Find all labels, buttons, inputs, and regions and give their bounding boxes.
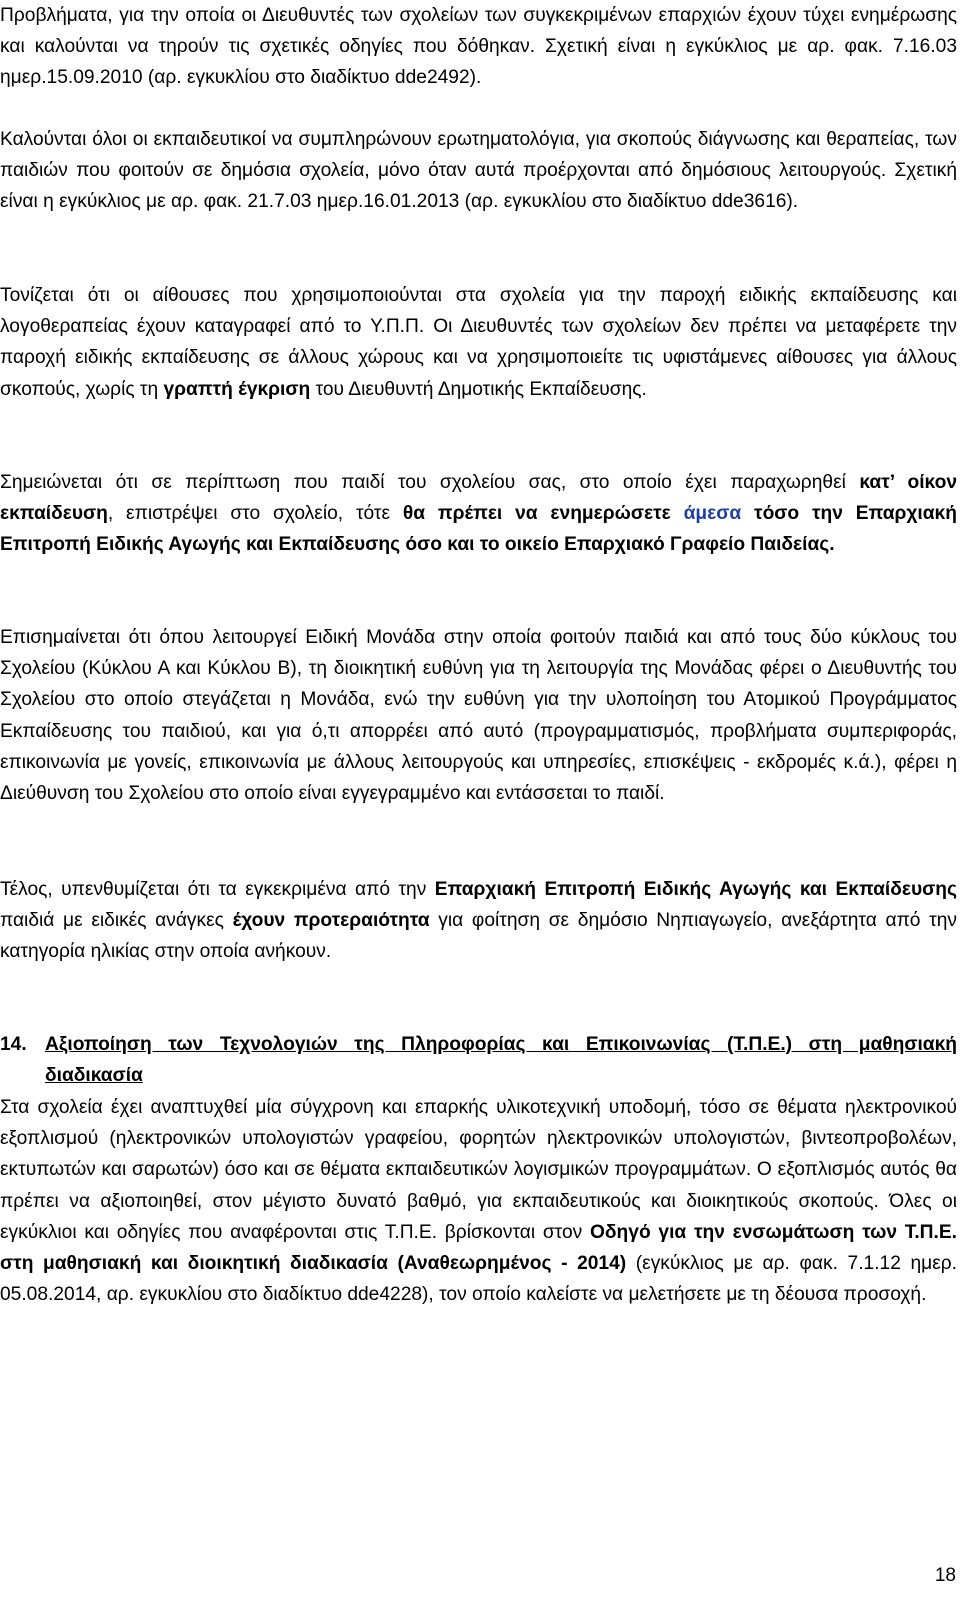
page-number: 18 <box>934 1565 956 1586</box>
paragraph-priority-mid: παιδιά με ειδικές ανάγκες <box>0 910 233 932</box>
paragraph-priority-text: Τέλος, υπενθυμίζεται ότι τα εγκεκριμένα από την <box>0 879 435 900</box>
paragraph-priority <box>0 874 957 968</box>
committee-bold: Επαρχιακή Επιτροπή Ειδικής Αγωγής και Εκπαίδευσης <box>434 879 957 900</box>
paragraph-classrooms-text: Τονίζεται ότι οι αίθουσες που χρησιμοποιούνται στα σχολεία για την παροχή ειδικής εκπαίδευσης και λογοθεραπείας έχουν καταγραφεί από το Υ.Π.Π. Οι Διευθυντές των σχολείων δεν πρέπει να μεταφέρετε την παροχή ειδικής εκπαίδευσης σε άλλους χώρους και να χρησιμοποιείτε τις υφιστάμενες αίθουσες για άλλους σκοπούς, χωρίς τη <box>0 285 957 400</box>
section-14-title: Αξιοποίηση των Τεχνολογιών της Πληροφορίας και Επικοινωνίας (Τ.Π.Ε.) στη μαθησιακή διαδικασία <box>45 1034 957 1087</box>
paragraph-questionnaires-text: Καλούνται όλοι οι εκπαιδευτικοί να συμπληρώνουν ερωτηματολόγια, για σκοπούς διάγνωσης και θεραπείας, των παιδιών που φοιτούν σε δημόσια σχολεία, μόνο όταν αυτά προέρχονται από δημόσιους λειτουργούς. Σχετική είναι η εγκύκλιος με αρ. φακ. 21.7.03 ημερ.16.01.2013 (αρ. εγκυκλίου στο διαδίκτυο dde3616). <box>0 129 957 213</box>
section-14-body <box>0 1092 957 1310</box>
section-14-number: 14. <box>0 1034 27 1055</box>
paragraph-problems-text: Προβλήματα, για την οποία οι Διευθυντές των σχολείων των συγκεκριμένων επαρχιών έχουν τύχει ενημέρωσης και καλούνται να τηρούν τις σχετικές οδηγίες που δόθηκαν. Σχετική είναι η εγκύκλιος με αρ. φακ. 7.16.03 ημερ.15.09.2010 (αρ. εγκυκλίου στο διαδίκτυο dde2492). <box>0 5 957 89</box>
section-14-body-end: (εγκύκλιος με αρ. φακ. 7.1.12 ημερ. 05.08.2014, αρ. εγκυκλίου στο διαδίκτυο dde4228), τον οποίο καλείστε να μελετήσετε με τη δέουσα προσοχή. <box>0 1253 957 1306</box>
paragraph-home-education-mid: , επιστρέψει στο σχολείο, τότε <box>107 503 403 525</box>
paragraph-special-unit-text: Επισημαίνεται ότι όπου λειτουργεί Ειδική Μονάδα στην οποία φοιτούν παιδιά και από τους δύο κύκλους του Σχολείου (Κύκλου Α και Κύκλου Β), τη διοικητική ευθύνη για τη λειτουργία της Μονάδας φέρει ο Διευθυντής του Σχολείου στο οποίο στεγάζεται η Μονάδα, ενώ την ευθύνη για την υλοποίηση του Ατομικού Προγράμματος Εκπαίδευσης του παιδιού, και για ό,τι απορρέει από αυτό (προγραμματισμός, προβλήματα συμπεριφοράς, επικοινωνία με γονείς, επικοινωνία με άλλους λειτουργούς και υπηρεσίες, επισκέψεις - εκδρομές κ.ά.), φέρει η Διεύθυνση του Σχολείου στο οποίο είναι εγγεγραμμένο και εντάσσεται το παιδί. <box>0 627 957 805</box>
home-education-bold: κατ’ οίκον εκπαίδευση <box>0 472 957 525</box>
immediately-accent: άμεσα <box>683 503 742 525</box>
paragraph-priority-end: για φοίτηση σε δημόσιο Νηπιαγωγείο, ανεξάρτητα από την κατηγορία ηλικίας στην οποία ανήκουν. <box>0 910 958 963</box>
committee-office-bold: τόσο την Επαρχιακή Επιτροπή Ειδικής Αγωγής και Εκπαίδευσης όσο και το οικείο Επαρχιακό Γραφείο Παιδείας. <box>0 503 957 556</box>
must-inform-bold: θα πρέπει να ενημερώσετε <box>402 503 671 525</box>
paragraph-questionnaires <box>0 124 957 218</box>
paragraph-problems <box>0 0 957 94</box>
paragraph-classrooms <box>0 280 957 405</box>
paragraph-home-education-text: Σημειώνεται ότι σε περίπτωση που παιδί του σχολείου σας, στο οποίο έχει παραχωρηθεί <box>0 472 860 493</box>
paragraph-special-unit <box>0 622 957 809</box>
section-14-heading <box>0 1029 957 1091</box>
paragraph-home-education <box>0 467 957 561</box>
written-approval-bold: γραπτή έγκριση <box>163 378 311 400</box>
section-14-body-text: Στα σχολεία έχει αναπτυχθεί μία σύγχρονη και επαρκής υλικοτεχνική υποδομή, τόσο σε θέματα ηλεκτρονικού εξοπλισμού (ηλεκτρονικών υπολογιστών γραφείου, φορητών ηλεκτρονικών υπολογιστών, βιντεοπροβολέων, εκτυπωτών και σαρωτών) όσο και σε θέματα εκπαιδευτικών λογισμικών προγραμμάτων. Ο εξοπλισμός αυτός θα πρέπει να αξιοποιηθεί, στον μέγιστο δυνατό βαθμό, για εκπαιδευτικούς και διοικητικούς σκοπούς. Όλες οι εγκύκλιοι και οδηγίες που αναφέρονται στις Τ.Π.Ε. βρίσκονται στον <box>0 1097 957 1243</box>
priority-bold: έχουν προτεραιότητα <box>232 910 430 932</box>
ict-guide-bold: Οδηγό για την ενσωμάτωση των Τ.Π.Ε. στη μαθησιακή και διοικητική διαδικασία (Αναθεωρημένος - 2014) <box>0 1221 958 1275</box>
paragraph-classrooms-end: του Διευθυντή Δημοτικής Εκπαίδευσης. <box>310 378 647 400</box>
